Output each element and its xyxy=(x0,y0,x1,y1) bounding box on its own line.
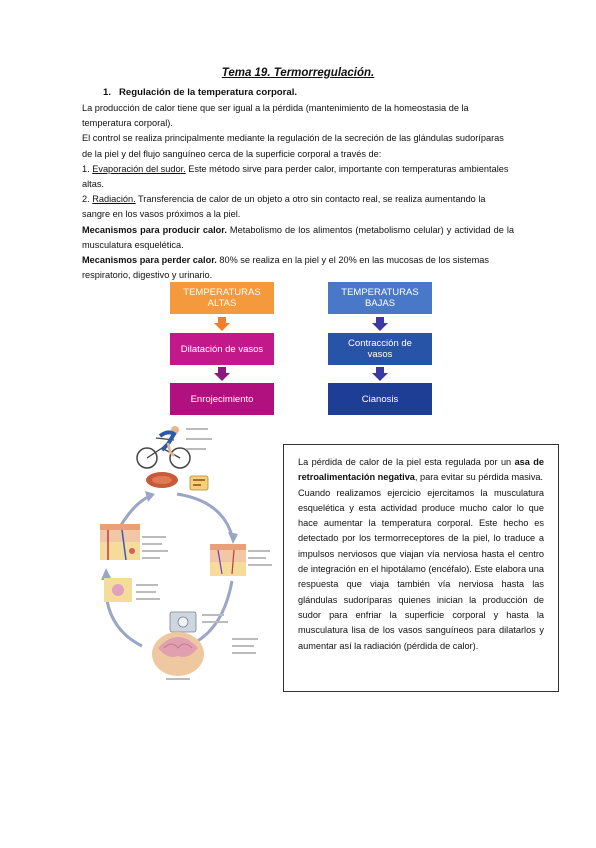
integration-center-icon xyxy=(170,612,196,632)
sweat-gland-icon xyxy=(104,578,132,602)
flow-box-vessel-dilation xyxy=(170,333,274,365)
arrow-down-icon xyxy=(214,367,230,381)
skin-receptor-icon xyxy=(210,544,246,576)
muscle-icon xyxy=(146,472,178,488)
list-item-title: Radiación. xyxy=(92,194,136,205)
paragraph-bold-title: Mecanismos para producir calor. xyxy=(82,224,227,235)
flow-box-label: TEMPERATURAS BAJAS xyxy=(341,287,419,309)
list-item-title: Evaporación del sudor. xyxy=(92,163,186,174)
explanation-box xyxy=(283,444,559,692)
explanation-intro xyxy=(298,455,544,486)
flow-box-label: Dilatación de vasos xyxy=(180,343,264,355)
thermoregulation-illustration xyxy=(82,416,282,686)
flow-box-label: Enrojecimiento xyxy=(190,393,254,405)
arrow-down-icon xyxy=(372,317,388,331)
section-heading-text: Regulación de la temperatura corporal. xyxy=(119,87,298,98)
paragraph-text: Metabolismo de los alimentos (metabolismo celular) y actividad de la musculatura esquelética. xyxy=(82,224,515,250)
brain-icon xyxy=(152,632,204,676)
skin-section-icon xyxy=(100,524,140,560)
paragraph-homeostasis: La producción de calor tiene que ser igual a la pérdida (mantenimiento de la homeostasia de la temperatura corporal). xyxy=(82,103,469,129)
list-item-radiation xyxy=(82,192,514,222)
paragraph-heat-production xyxy=(82,223,514,253)
cyclist-icon xyxy=(137,426,190,468)
flow-box-label: TEMPERATURAS ALTAS xyxy=(183,287,261,309)
arrow-down-icon xyxy=(372,367,388,381)
flow-box-redness xyxy=(170,383,274,415)
arrow-down-icon xyxy=(214,317,230,331)
list-item-text: Transferencia de calor de un objeto a otro sin contacto real, se realiza aumentando la sangre en los vasos próximos a la piel. xyxy=(82,194,486,220)
flow-box-low-temperatures xyxy=(328,282,432,314)
flow-box-vessel-contraction xyxy=(328,333,432,365)
flow-box-high-temperatures xyxy=(170,282,274,314)
explanation-text: La pérdida de calor de la piel esta regulada por un xyxy=(298,457,515,467)
body-text xyxy=(82,101,514,283)
page-title: Tema 19. Termorregulación. xyxy=(221,67,375,79)
section-heading xyxy=(103,87,297,98)
list-item-text: Este método sirve para perder calor, importante con temperaturas ambientales altas. xyxy=(82,163,509,190)
list-item-evaporation xyxy=(82,162,514,192)
explanation-bold-term: asa de retroalimentación negativa xyxy=(298,457,545,483)
list-item-number: 2. xyxy=(82,194,93,205)
thermometer-icon xyxy=(190,476,208,490)
flow-box-label: Cianosis xyxy=(361,393,399,405)
paragraph-heat-loss xyxy=(82,253,514,283)
explanation-text: , para evitar su pérdida masiva. xyxy=(414,472,544,483)
paragraph-text: 80% se realiza en la piel y el 20% en las mucosas de los sistemas respiratorio, digestivo y urinario. xyxy=(82,255,490,281)
section-number: 1. xyxy=(103,87,112,98)
flow-box-cyanosis xyxy=(328,383,432,415)
paragraph-control: El control se realiza principalmente mediante la regulación de la secreción de las glándulas sudoríparas de la piel y del flujo sanguíneo cerca de la superficie corporal a través de: xyxy=(82,133,504,159)
paragraph-bold-title: Mecanismos para perder calor. xyxy=(82,255,217,266)
list-item-number: 1. xyxy=(82,163,93,174)
explanation-paragraph: Cuando realizamos ejercicio ejercitamos la musculatura esquelética y esta actividad produce mucho calor lo que hace aumentar la temperatura corporal. Este hecho es detectado por los termorreceptores de la piel, lo traduce a impulsos nerviosos que viajan vía nerviosa hasta el centro de integración en el hipotálamo (encéfalo). Este elabora una respuesta que viaja también vía nerviosa hasta las glándulas sudoríparas quienes inician la producción de sudor para enfriar la superficie corporal y hasta la musculatura lisa de los vasos sanguíneos para dilatarlos y aumentar así la radiación (pérdida de calor). xyxy=(298,487,544,651)
flow-box-label: Contracción de vasos xyxy=(348,338,412,360)
